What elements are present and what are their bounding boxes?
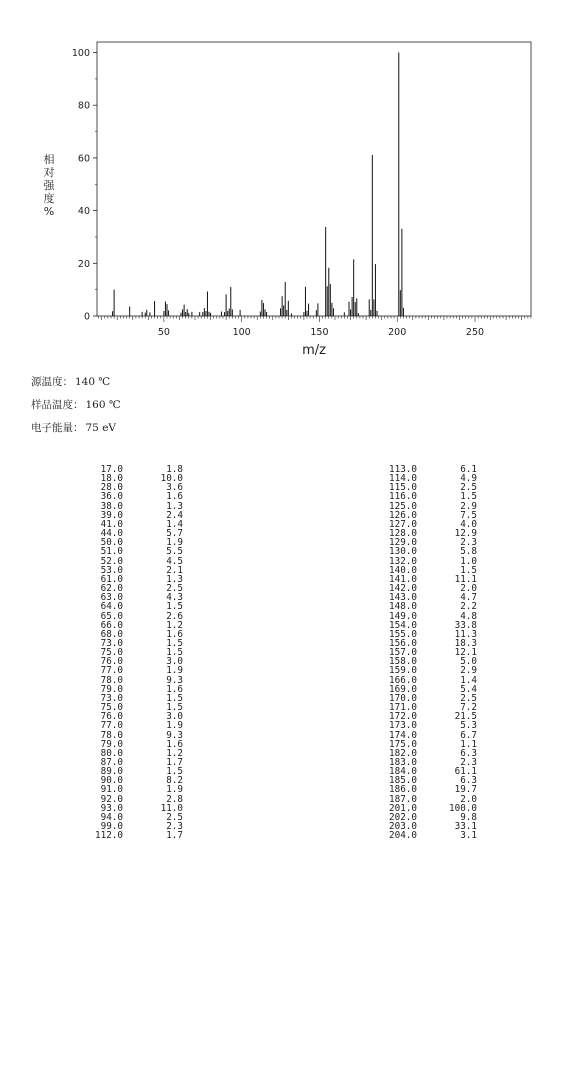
mz-cell: 76.0 <box>100 656 123 668</box>
intensity-cell: 2.0 <box>460 793 477 805</box>
mz-cell: 115.0 <box>389 482 417 494</box>
intensity-cell: 1.4 <box>460 674 477 686</box>
intensity-cell: 1.5 <box>460 491 477 503</box>
mz-cell: 52.0 <box>100 555 123 567</box>
intensity-cell: 5.4 <box>460 683 477 695</box>
condition-label: 电子能量： <box>31 422 84 434</box>
intensity-cell: 2.3 <box>460 537 477 549</box>
mz-cell: 126.0 <box>389 509 417 521</box>
intensity-cell: 1.5 <box>166 702 183 714</box>
mz-cell: 62.0 <box>100 583 123 595</box>
intensity-cell: 8.2 <box>166 775 183 787</box>
mz-cell: 89.0 <box>100 766 123 778</box>
intensity-cell: 4.3 <box>166 592 183 604</box>
intensity-cell: 11.3 <box>454 628 477 640</box>
intensity-cell: 2.3 <box>460 757 477 768</box>
intensity-cell: 7.5 <box>460 509 477 521</box>
intensity-cell: 1.4 <box>166 518 183 530</box>
intensity-cell: 1.7 <box>166 830 183 842</box>
intensity-cell: 10.0 <box>160 473 183 485</box>
mz-cell: 99.0 <box>100 821 123 833</box>
mz-cell: 182.0 <box>389 747 417 759</box>
mz-cell: 17.0 <box>100 464 123 475</box>
mz-cell: 159.0 <box>389 665 417 677</box>
mz-cell: 140.0 <box>389 564 417 576</box>
condition-line <box>31 374 110 389</box>
intensity-cell: 3.0 <box>166 711 183 723</box>
intensity-cell: 61.1 <box>454 766 477 778</box>
intensity-cell: 5.5 <box>166 546 183 558</box>
intensity-cell: 1.7 <box>166 757 183 768</box>
mz-cell: 53.0 <box>100 564 123 576</box>
intensity-cell: 21.5 <box>454 711 477 723</box>
intensity-cell: 5.8 <box>460 546 477 558</box>
mz-cell: 93.0 <box>100 802 123 814</box>
y-axis <box>72 48 97 322</box>
condition-value: 75 eV <box>85 422 116 434</box>
mz-cell: 125.0 <box>389 500 417 512</box>
mz-cell: 61.0 <box>100 573 123 585</box>
mz-cell: 91.0 <box>100 784 123 796</box>
mz-cell: 75.0 <box>100 702 123 714</box>
mz-cell: 65.0 <box>100 610 123 622</box>
mz-cell: 204.0 <box>389 830 417 842</box>
y-tick-label: 80 <box>77 100 90 112</box>
intensity-cell: 12.1 <box>454 647 477 659</box>
intensity-cell: 1.6 <box>166 683 183 695</box>
mz-cell: 148.0 <box>389 601 417 613</box>
intensity-cell: 1.6 <box>166 738 183 750</box>
mz-cell: 175.0 <box>389 738 417 750</box>
mz-cell: 51.0 <box>100 546 123 558</box>
y-axis-title-char: 对 <box>43 166 55 179</box>
mz-cell: 75.0 <box>100 647 123 659</box>
intensity-cell: 2.1 <box>166 564 183 576</box>
intensity-cell: 11.0 <box>160 802 183 814</box>
mz-cell: 64.0 <box>100 601 123 613</box>
mz-cell: 28.0 <box>100 482 123 494</box>
mz-cell: 174.0 <box>389 729 417 741</box>
intensity-cell: 2.5 <box>460 482 477 494</box>
x-tick-label: 150 <box>310 327 329 338</box>
mz-cell: 73.0 <box>100 637 123 649</box>
mz-cell: 68.0 <box>100 628 123 640</box>
peak-table-right <box>371 465 477 840</box>
intensity-cell: 5.3 <box>460 720 477 732</box>
intensity-cell: 19.7 <box>454 784 477 796</box>
intensity-cell: 7.2 <box>460 702 477 714</box>
intensity-cell: 18.3 <box>454 637 477 649</box>
mz-cell: 78.0 <box>100 729 123 741</box>
condition-value: 160 ℃ <box>85 399 121 411</box>
y-axis-title-char: 度 <box>43 192 55 205</box>
intensity-cell: 9.3 <box>166 674 183 686</box>
mz-cell: 183.0 <box>389 757 417 768</box>
mz-cell: 143.0 <box>389 592 417 604</box>
mz-cell: 127.0 <box>389 518 417 530</box>
intensity-cell: 1.5 <box>166 766 183 778</box>
intensity-cell: 2.9 <box>460 665 477 677</box>
intensity-cell: 2.8 <box>166 793 183 805</box>
mz-cell: 169.0 <box>389 683 417 695</box>
intensity-cell: 1.0 <box>460 555 477 567</box>
intensity-cell: 2.6 <box>166 610 183 622</box>
y-axis-title <box>44 152 56 218</box>
intensity-cell: 6.7 <box>460 729 477 741</box>
mz-cell: 156.0 <box>389 637 417 649</box>
intensity-cell: 1.9 <box>166 784 183 796</box>
intensity-cell: 1.9 <box>166 720 183 732</box>
intensity-cell: 5.7 <box>166 528 183 540</box>
intensity-cell: 1.2 <box>166 619 183 631</box>
mz-cell: 166.0 <box>389 674 417 686</box>
mz-cell: 116.0 <box>389 491 417 503</box>
x-tick-label: 250 <box>465 327 485 338</box>
intensity-cell: 2.5 <box>166 811 183 823</box>
mz-cell: 39.0 <box>100 509 123 521</box>
mz-cell: 18.0 <box>100 473 123 485</box>
mz-cell: 128.0 <box>389 528 417 540</box>
mz-cell: 80.0 <box>100 747 123 759</box>
intensity-cell: 2.3 <box>166 821 183 833</box>
mz-cell: 187.0 <box>389 793 417 805</box>
intensity-cell: 6.3 <box>460 747 477 759</box>
intensity-cell: 1.5 <box>166 647 183 659</box>
y-axis-title-char: 相 <box>43 153 55 166</box>
intensity-cell: 1.5 <box>166 692 183 704</box>
condition-value: 140 ℃ <box>75 376 111 388</box>
intensity-cell: 1.5 <box>166 637 183 649</box>
intensity-cell: 3.0 <box>166 656 183 668</box>
intensity-cell: 2.0 <box>460 583 477 595</box>
y-tick-label: 40 <box>77 206 90 218</box>
intensity-cell: 3.1 <box>460 830 477 842</box>
mz-cell: 63.0 <box>100 592 123 604</box>
intensity-cell: 12.9 <box>454 528 477 540</box>
mz-cell: 79.0 <box>100 738 123 750</box>
mz-cell: 130.0 <box>389 546 417 558</box>
mz-cell: 171.0 <box>389 702 417 714</box>
intensity-cell: 1.8 <box>166 464 183 475</box>
mz-cell: 77.0 <box>100 665 123 677</box>
intensity-cell: 4.7 <box>460 592 477 604</box>
intensity-cell: 4.9 <box>460 473 477 485</box>
intensity-cell: 9.8 <box>460 811 477 823</box>
condition-label: 样品温度： <box>31 399 84 411</box>
mz-cell: 113.0 <box>389 464 417 475</box>
y-tick-label: 0 <box>83 311 90 323</box>
mz-cell: 94.0 <box>100 811 123 823</box>
intensity-cell: 2.4 <box>166 509 183 521</box>
intensity-cell: 11.1 <box>454 573 477 585</box>
mz-cell: 90.0 <box>100 775 123 787</box>
y-axis-title-char: 强 <box>43 179 55 192</box>
intensity-cell: 1.9 <box>166 537 183 549</box>
mz-cell: 77.0 <box>100 720 123 732</box>
mz-cell: 149.0 <box>389 610 417 622</box>
table-row <box>371 831 477 840</box>
intensity-cell: 1.1 <box>460 738 477 750</box>
intensity-cell: 33.1 <box>454 821 477 833</box>
mz-cell: 78.0 <box>100 674 123 686</box>
y-axis-title-char: % <box>43 205 55 218</box>
intensity-cell: 2.5 <box>460 692 477 704</box>
intensity-cell: 1.3 <box>166 500 183 512</box>
intensity-cell: 2.5 <box>166 583 183 595</box>
mz-cell: 132.0 <box>389 555 417 567</box>
mz-cell: 186.0 <box>389 784 417 796</box>
mz-cell: 155.0 <box>389 628 417 640</box>
condition-label: 源温度： <box>31 376 73 388</box>
table-row <box>77 831 183 840</box>
mz-cell: 79.0 <box>100 683 123 695</box>
mz-cell: 129.0 <box>389 537 417 549</box>
intensity-cell: 4.0 <box>460 518 477 530</box>
mz-cell: 66.0 <box>100 619 123 631</box>
peak-table-left <box>77 465 183 840</box>
x-tick-label: 200 <box>388 327 407 338</box>
intensity-cell: 1.6 <box>166 491 183 503</box>
mz-cell: 142.0 <box>389 583 417 595</box>
intensity-cell: 100.0 <box>449 802 477 814</box>
mz-cell: 73.0 <box>100 692 123 704</box>
x-tick-label: 100 <box>232 327 251 338</box>
intensity-cell: 1.2 <box>166 747 183 759</box>
mz-cell: 203.0 <box>389 821 417 833</box>
intensity-cell: 1.5 <box>166 601 183 613</box>
x-tick-label: 50 <box>157 327 170 338</box>
intensity-cell: 33.8 <box>454 619 477 631</box>
mz-cell: 36.0 <box>100 491 123 503</box>
mz-cell: 114.0 <box>389 473 417 485</box>
intensity-cell: 1.3 <box>166 573 183 585</box>
mz-cell: 158.0 <box>389 656 417 668</box>
mz-cell: 92.0 <box>100 793 123 805</box>
peak-series <box>113 53 404 316</box>
intensity-cell: 4.5 <box>166 555 183 567</box>
y-tick-label: 20 <box>77 258 90 270</box>
x-axis <box>99 316 531 338</box>
mz-cell: 173.0 <box>389 720 417 732</box>
mz-cell: 172.0 <box>389 711 417 723</box>
mz-cell: 41.0 <box>100 518 123 530</box>
mz-cell: 154.0 <box>389 619 417 631</box>
intensity-cell: 6.1 <box>460 464 477 475</box>
intensity-cell: 4.8 <box>460 610 477 622</box>
mz-cell: 157.0 <box>389 647 417 659</box>
mass-spectrum-chart <box>0 0 570 370</box>
intensity-cell: 1.6 <box>166 628 183 640</box>
mz-cell: 44.0 <box>100 528 123 540</box>
condition-line <box>31 397 121 412</box>
mz-cell: 87.0 <box>100 757 123 768</box>
intensity-cell: 5.0 <box>460 656 477 668</box>
intensity-cell: 9.3 <box>166 729 183 741</box>
intensity-cell: 2.2 <box>460 601 477 613</box>
intensity-cell: 1.5 <box>460 564 477 576</box>
x-axis-title: m/z <box>302 343 326 358</box>
mz-cell: 38.0 <box>100 500 123 512</box>
condition-line <box>31 420 116 435</box>
mz-cell: 185.0 <box>389 775 417 787</box>
mz-cell: 202.0 <box>389 811 417 823</box>
mz-cell: 201.0 <box>389 802 417 814</box>
mz-cell: 112.0 <box>95 830 123 842</box>
mz-cell: 184.0 <box>389 766 417 778</box>
y-tick-label: 100 <box>71 48 90 60</box>
intensity-cell: 6.3 <box>460 775 477 787</box>
intensity-cell: 1.9 <box>166 665 183 677</box>
mz-cell: 76.0 <box>100 711 123 723</box>
mz-cell: 141.0 <box>389 573 417 585</box>
intensity-cell: 2.9 <box>460 500 477 512</box>
mz-cell: 170.0 <box>389 692 417 704</box>
plot-frame <box>97 42 531 316</box>
y-tick-label: 60 <box>77 153 90 165</box>
intensity-cell: 3.6 <box>166 482 183 494</box>
mz-cell: 50.0 <box>100 537 123 549</box>
